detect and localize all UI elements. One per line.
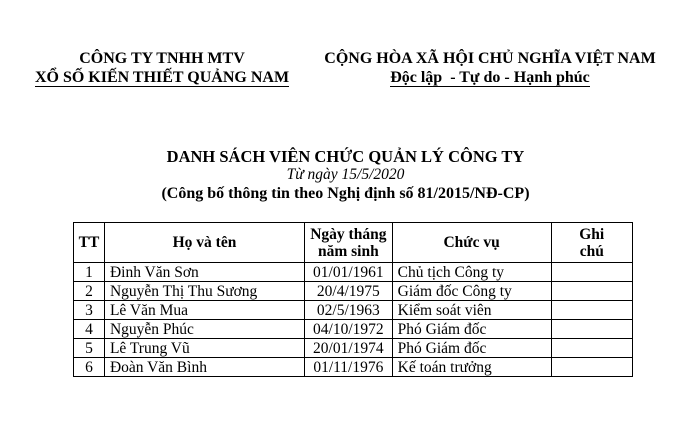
cell-note bbox=[551, 358, 633, 377]
table-row bbox=[74, 358, 633, 377]
document-title-block bbox=[0, 147, 691, 203]
cell-position: Kiểm soát viên bbox=[392, 301, 551, 320]
col-header-note-line1: Ghi bbox=[579, 225, 605, 243]
nation-name: CỘNG HÒA XÃ HỘI CHỦ NGHĨA VIỆT NAM bbox=[324, 50, 656, 67]
cell-name: Nguyễn Thị Thu Sương bbox=[104, 282, 304, 301]
table-row bbox=[74, 339, 633, 358]
cell-note bbox=[551, 301, 633, 320]
org-name-line1: CÔNG TY TNHH MTV bbox=[79, 50, 245, 67]
cell-note bbox=[551, 320, 633, 339]
col-header-note bbox=[551, 223, 633, 263]
col-header-name: Họ và tên bbox=[104, 223, 304, 263]
document-title: DANH SÁCH VIÊN CHỨC QUẢN LÝ CÔNG TY bbox=[166, 147, 525, 166]
cell-position: Phó Giám đốc bbox=[392, 339, 551, 358]
national-header bbox=[300, 49, 680, 87]
col-header-tt: TT bbox=[74, 223, 105, 263]
col-header-note-line2: chú bbox=[579, 242, 604, 260]
col-header-dob bbox=[305, 223, 393, 263]
cell-dob: 20/01/1974 bbox=[305, 339, 393, 358]
col-header-position: Chức vụ bbox=[392, 223, 551, 263]
cell-dob: 02/5/1963 bbox=[305, 301, 393, 320]
cell-position: Phó Giám đốc bbox=[392, 320, 551, 339]
cell-tt: 5 bbox=[74, 339, 105, 358]
cell-name: Nguyễn Phúc bbox=[104, 320, 304, 339]
cell-name: Lê Trung Vũ bbox=[104, 339, 304, 358]
table-row bbox=[74, 263, 633, 282]
cell-position: Giám đốc Công ty bbox=[392, 282, 551, 301]
cell-dob: 04/10/1972 bbox=[305, 320, 393, 339]
cell-tt: 6 bbox=[74, 358, 105, 377]
col-header-dob-line2: năm sinh bbox=[317, 242, 379, 260]
cell-position: Kế toán trưởng bbox=[392, 358, 551, 377]
cell-position: Chủ tịch Công ty bbox=[392, 263, 551, 282]
cell-tt: 2 bbox=[74, 282, 105, 301]
cell-tt: 3 bbox=[74, 301, 105, 320]
cell-tt: 1 bbox=[74, 263, 105, 282]
cell-name: Lê Văn Mua bbox=[104, 301, 304, 320]
cell-dob: 01/01/1961 bbox=[305, 263, 393, 282]
table-row bbox=[74, 301, 633, 320]
managers-table bbox=[73, 222, 633, 377]
cell-dob: 01/11/1976 bbox=[305, 358, 393, 377]
col-header-dob-line1: Ngày tháng bbox=[310, 225, 387, 243]
table-row bbox=[74, 320, 633, 339]
cell-dob: 20/4/1975 bbox=[305, 282, 393, 301]
organization-header bbox=[28, 49, 296, 87]
decree-reference: (Công bố thông tin theo Nghị định số 81/2015/NĐ-CP) bbox=[161, 185, 530, 202]
cell-name: Đoàn Văn Bình bbox=[104, 358, 304, 377]
cell-note bbox=[551, 339, 633, 358]
national-motto: Độc lập - Tự do - Hạnh phúc bbox=[390, 69, 590, 86]
table-header-row bbox=[74, 223, 633, 263]
cell-note bbox=[551, 282, 633, 301]
effective-date: Từ ngày 15/5/2020 bbox=[286, 166, 405, 183]
cell-name: Đinh Văn Sơn bbox=[104, 263, 304, 282]
cell-note bbox=[551, 263, 633, 282]
org-name-line2: XỔ SỐ KIẾN THIẾT QUẢNG NAM bbox=[34, 69, 290, 86]
cell-tt: 4 bbox=[74, 320, 105, 339]
table-row bbox=[74, 282, 633, 301]
